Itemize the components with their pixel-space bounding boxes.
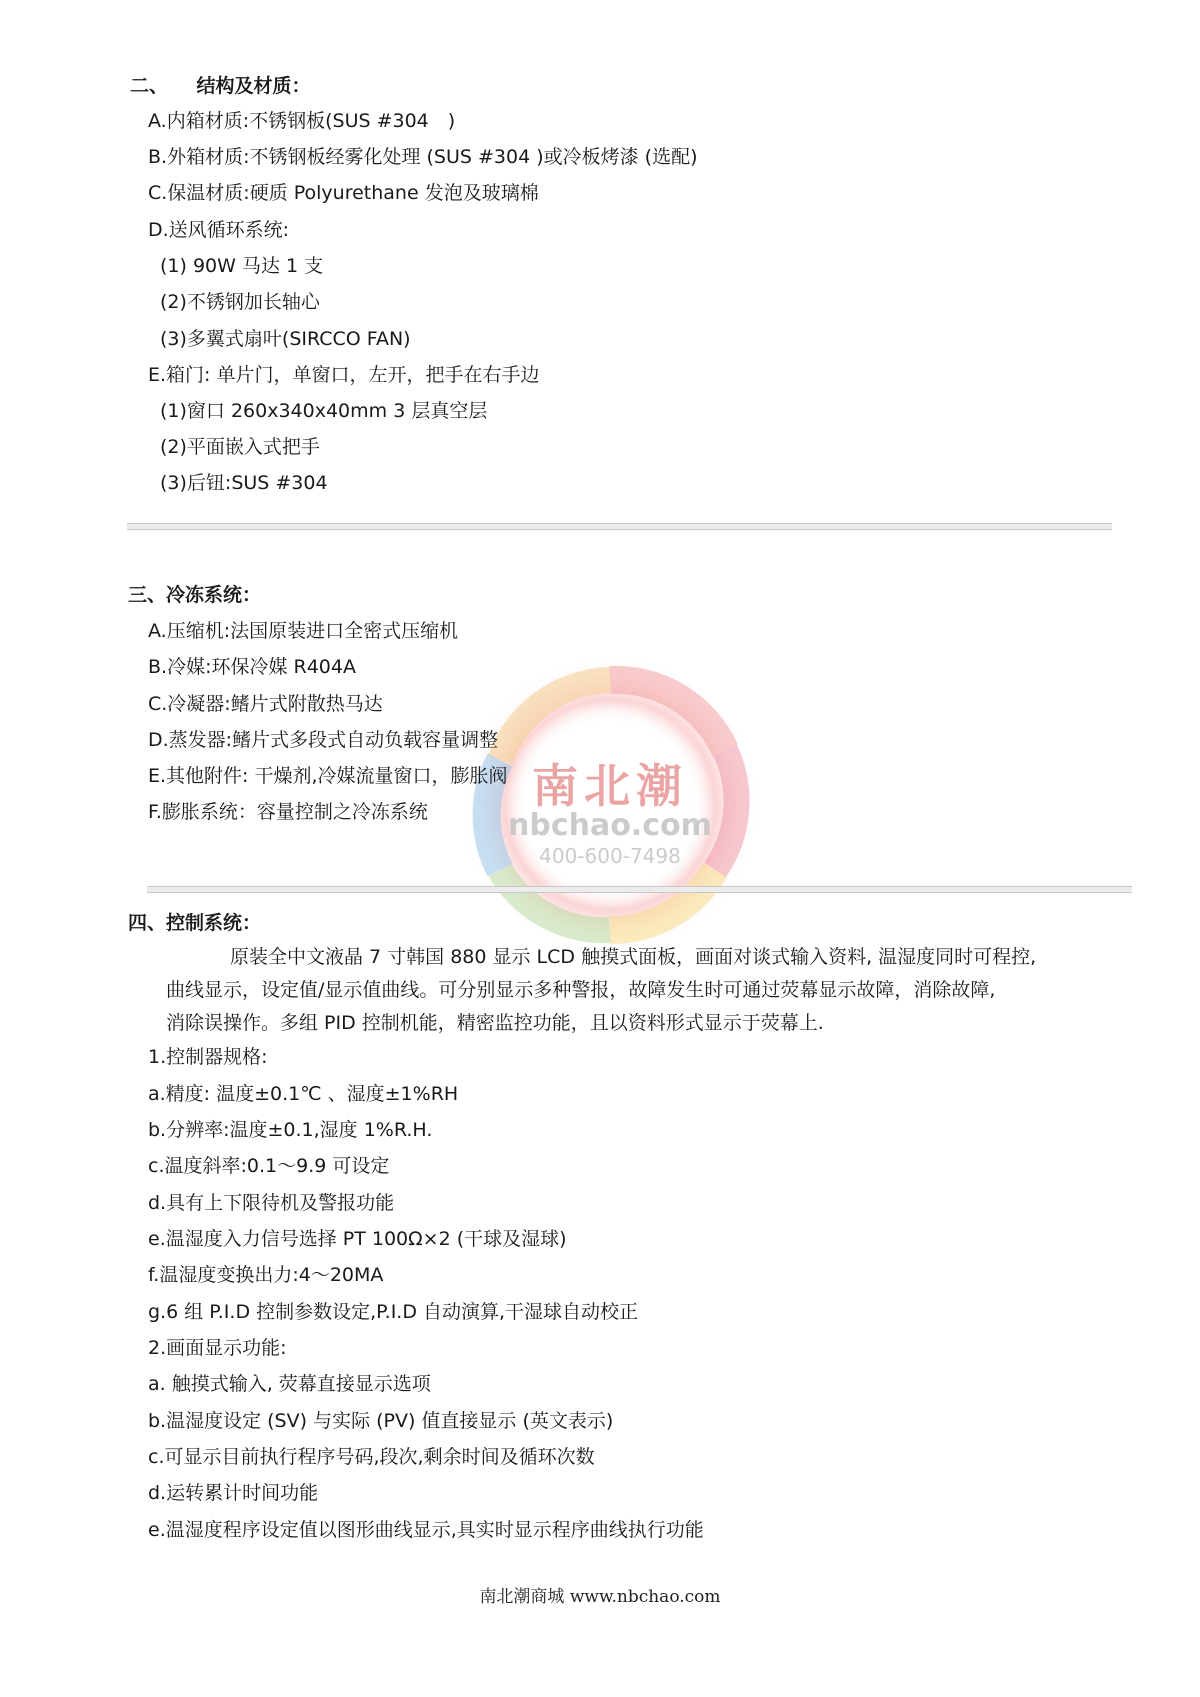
section4-line: b.分辨率:温度±0.1,湿度 1%R.H. (148, 1119, 433, 1141)
section2-line: (3)后钮:SUS #304 (160, 472, 328, 494)
section4-paragraph-line: 曲线显示，设定值/显示值曲线。可分别显示多种警报，故障发生时可通过荧幕显示故障，消除故障, (166, 979, 996, 1001)
section2-line: (1) 90W 马达 1 支 (160, 255, 324, 277)
section2-line: (1)窗口 260x340x40mm 3 层真空层 (160, 400, 488, 422)
section4-line: 2.画面显示功能: (148, 1337, 287, 1359)
section3-line: E.其他附件: 干燥剂,冷媒流量窗口，膨胀阀 (148, 765, 508, 787)
section2-line: (2)不锈钢加长轴心 (160, 291, 320, 313)
section3-line: B.冷媒:环保冷媒 R404A (148, 656, 356, 678)
section3-line: A.压缩机:法国原装进口全密式压缩机 (148, 620, 459, 642)
section3-line: D.蒸发器:鳍片式多段式自动负载容量调整 (148, 729, 499, 751)
section4-line: f.温湿度变换出力:4～20MA (148, 1264, 384, 1286)
section4-line: g.6 组 P.I.D 控制参数设定,P.I.D 自动演算,干湿球自动校正 (148, 1301, 639, 1323)
watermark-brand-cn: 南北潮 (532, 759, 688, 813)
section2-line: (3)多翼式扇叶(SIRCCO FAN) (160, 328, 411, 350)
section2-line: C.保温材质:硬质 Polyurethane 发泡及玻璃棉 (148, 182, 539, 204)
section4-heading: 四、控制系统： (128, 912, 262, 934)
watermark-logo (440, 640, 780, 970)
section2-heading: 二、 结构及材质： (130, 75, 311, 97)
section4-line: c.温度斜率:0.1～9.9 可设定 (148, 1155, 390, 1177)
section4-line: a.精度: 温度±0.1℃ 、湿度±1%RH (148, 1083, 459, 1105)
section-divider (127, 523, 1112, 530)
section4-line: e.温湿度入力信号选择 PT 100Ω×2 (干球及湿球) (148, 1228, 567, 1250)
watermark-phone: 400-600-7498 (539, 844, 681, 868)
section-divider (147, 886, 1132, 893)
section2-line: A.内箱材质:不锈钢板(SUS #304 ) (148, 110, 456, 132)
section4-line: d.运转累计时间功能 (148, 1482, 319, 1504)
section2-line: E.箱门: 单片门，单窗口，左开，把手在右手边 (148, 364, 540, 386)
section4-line: b.温湿度设定 (SV) 与实际 (PV) 值直接显示 (英文表示) (148, 1410, 614, 1432)
section2-line: D.送风循环系统: (148, 219, 290, 241)
section3-line: C.冷凝器:鳍片式附散热马达 (148, 693, 383, 715)
section2-line: (2)平面嵌入式把手 (160, 436, 320, 458)
section4-line: c.可显示目前执行程序号码,段次,剩余时间及循环次数 (148, 1446, 595, 1468)
section4-line: d.具有上下限待机及警报功能 (148, 1192, 395, 1214)
section3-line: F.膨胀系统：容量控制之冷冻系统 (148, 801, 428, 823)
section4-line: 1.控制器规格: (148, 1046, 268, 1068)
page-footer: 南北潮商城 www.nbchao.com (479, 1587, 721, 1607)
section3-heading: 三、冷冻系统： (128, 584, 262, 606)
section4-paragraph-line: 消除误操作。多组 PID 控制机能，精密监控功能，且以资料形式显示于荧幕上. (166, 1012, 824, 1034)
section2-line: B.外箱材质:不锈钢板经雾化处理 (SUS #304 )或冷板烤漆 (选配) (148, 146, 698, 168)
section4-line: a. 触摸式输入, 荧幕直接显示选项 (148, 1373, 431, 1395)
watermark-brand-en: nbchao.com (508, 808, 712, 843)
section4-paragraph-line: 原装全中文液晶 7 寸韩国 880 显示 LCD 触摸式面板，画面对谈式输入资料, 温湿度同时可程控, (230, 946, 1037, 968)
section4-line: e.温湿度程序设定值以图形曲线显示,具实时显示程序曲线执行功能 (148, 1519, 704, 1541)
